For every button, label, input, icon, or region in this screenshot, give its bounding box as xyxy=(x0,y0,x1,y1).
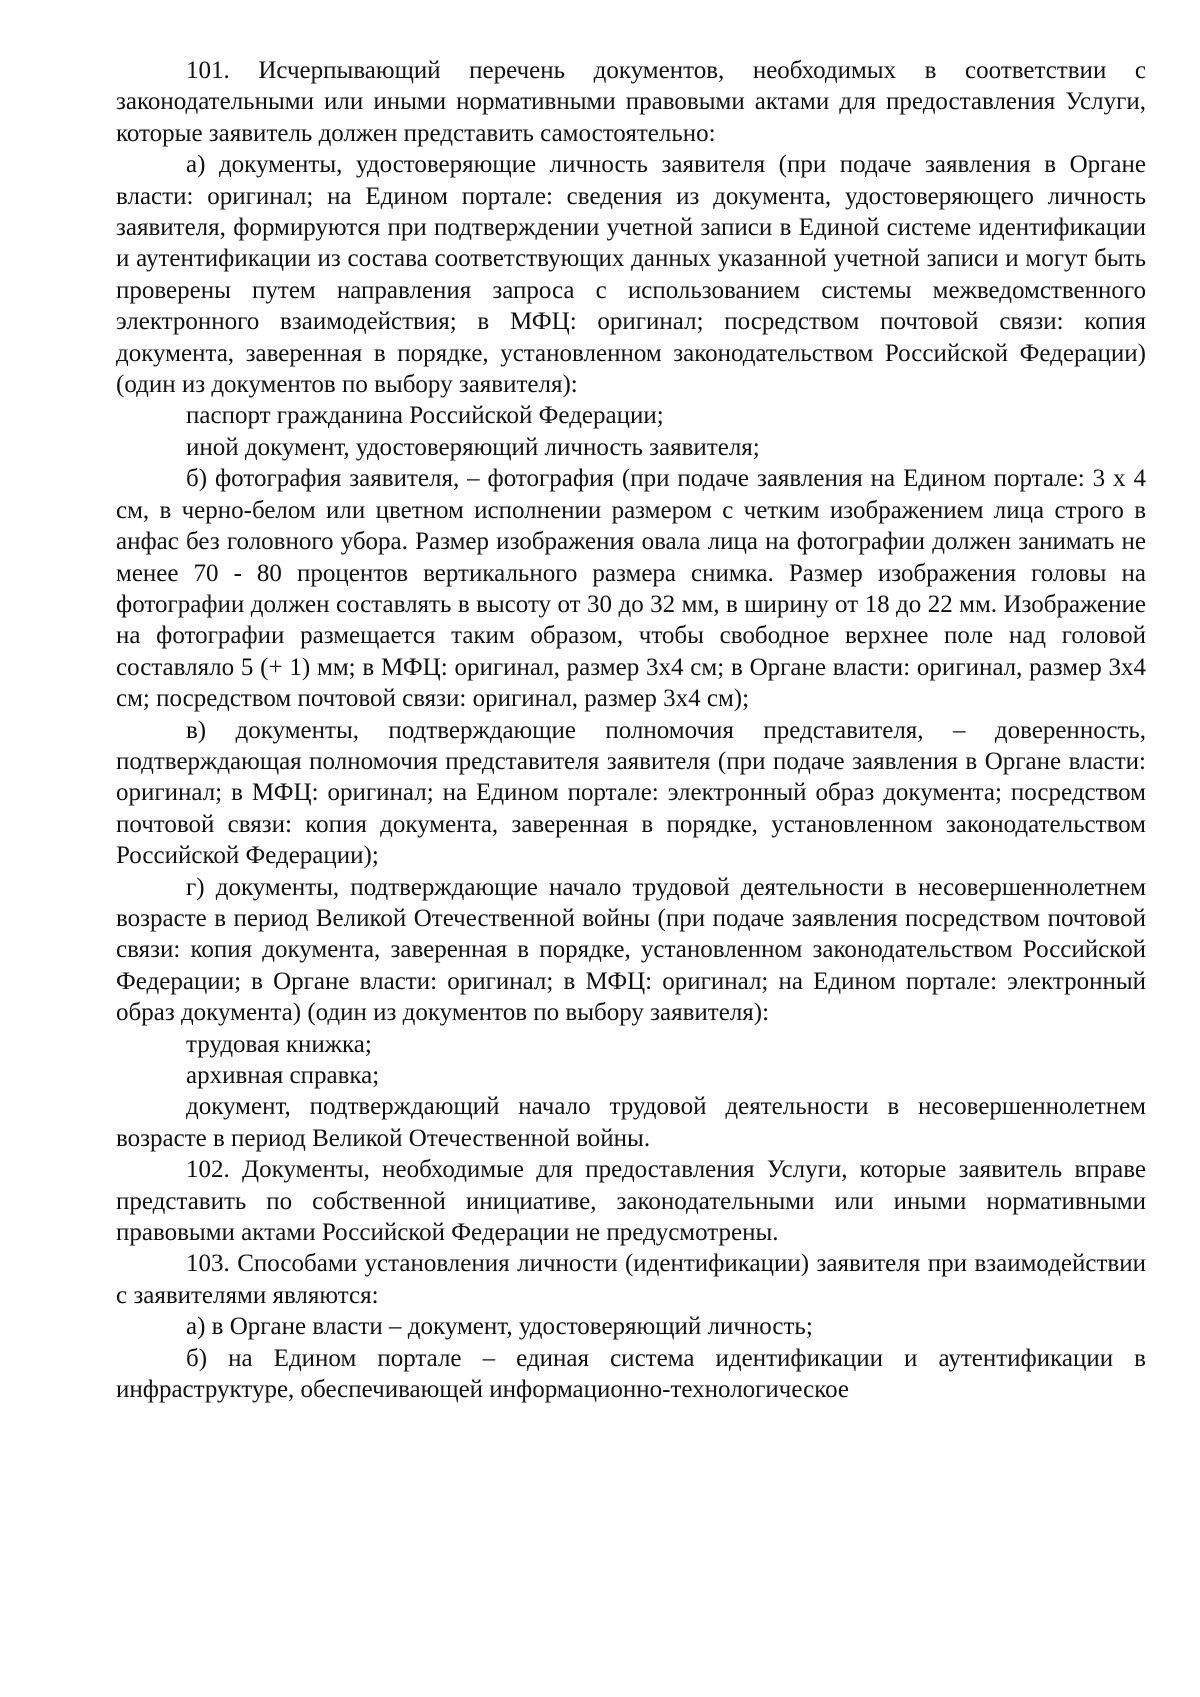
list-item-work-start-document: документ, подтверждающий начало трудовой деятельности в несовершеннолетнем возрасте в период Великой Отечественной войны. xyxy=(116,1093,1146,1152)
paragraph-101-a: а) документы, удостоверяющие личность заявителя (при подаче заявления в Органе власти: оригинал; на Едином портале: сведения из документа, удостоверяющего личность заявителя, формируются при подтверждении учетной записи в Единой системе идентификации и аутентификации из состава соответствующих данных указанной учетной записи и могут быть проверены путем направления запроса с использованием системы межведомственного электронного взаимодействия; в МФЦ: оригинал; посредством почтовой связи: копия документа, заверенная в порядке, установленном законодательством Российской Федерации) (один из документов по выбору заявителя): xyxy=(116,151,1146,399)
list-item-archive-certificate: архивная справка; xyxy=(186,1062,380,1089)
list-item-other-id: иной документ, удостоверяющий личность заявителя; xyxy=(186,433,760,461)
paragraph-103-a: а) в Органе власти – документ, удостоверяющий личность; xyxy=(186,1313,813,1341)
paragraph-101-g: г) документы, подтверждающие начало трудовой деятельности в несовершеннолетнем возрасте в период Великой Отечественной войны (при подаче заявления посредством почтовой связи: копия документа, заверенная в порядке, установленном законодательством Российской Федерации; в Органе власти: оригинал; в МФЦ: оригинал; на Едином портале: электронный образ документа) (один из документов по выбору заявителя): xyxy=(116,873,1146,1027)
list-item-work-book: трудовая книжка; xyxy=(186,1030,372,1058)
paragraph-102: 102. Документы, необходимые для предоставления Услуги, которые заявитель вправе представить по собственной инициативе, законодательными или иными нормативными правовыми актами Российской Федерации не предусмотрены. xyxy=(116,1156,1146,1247)
paragraph-101: 101. Исчерпывающий перечень документов, необходимых в соответствии с законодательными или иными нормативными правовыми актами для предоставления Услуги, которые заявитель должен представить самостоятельно: xyxy=(116,57,1146,147)
paragraph-101-v: в) документы, подтверждающие полномочия представителя, – доверенность, подтверждающая полномочия представителя заявителя (при подаче заявления в Органе власти: оригинал; в МФЦ: оригинал; на Едином портале: электронный образ документа; посредством почтовой связи: копия документа, заверенная в порядке, установленном законодательством Российской Федерации); xyxy=(116,716,1146,870)
paragraph-103-b: б) на Едином портале – единая система идентификации и аутентификации в инфраструктуре, обеспечивающей информационно-технологическое xyxy=(116,1344,1146,1404)
list-item-passport: паспорт гражданина Российской Федерации; xyxy=(186,402,664,430)
document-page xyxy=(116,55,1146,1405)
paragraph-103: 103. Способами установления личности (идентификации) заявителя при взаимодействии с заявителями являются: xyxy=(116,1250,1146,1309)
paragraph-101-b: б) фотография заявителя, – фотография (при подаче заявления на Едином портале: 3 х 4 см, в черно-белом или цветном исполнении размером с четким изображением лица строго в анфас без головного убора. Размер изображения овала лица на фотографии должен занимать не менее 70 - 80 процентов вертикального размера снимка. Размер изображения головы на фотографии должен составлять в высоту от 30 до 32 мм, в ширину от 18 до 22 мм. Изображение на фотографии размещается таким образом, чтобы свободное верхнее поле над головой составляло 5 (+ 1) мм; в МФЦ: оригинал, размер 3х4 см; в Органе власти: оригинал, размер 3х4 см; посредством почтовой связи: оригинал, размер 3х4 см); xyxy=(116,465,1146,713)
